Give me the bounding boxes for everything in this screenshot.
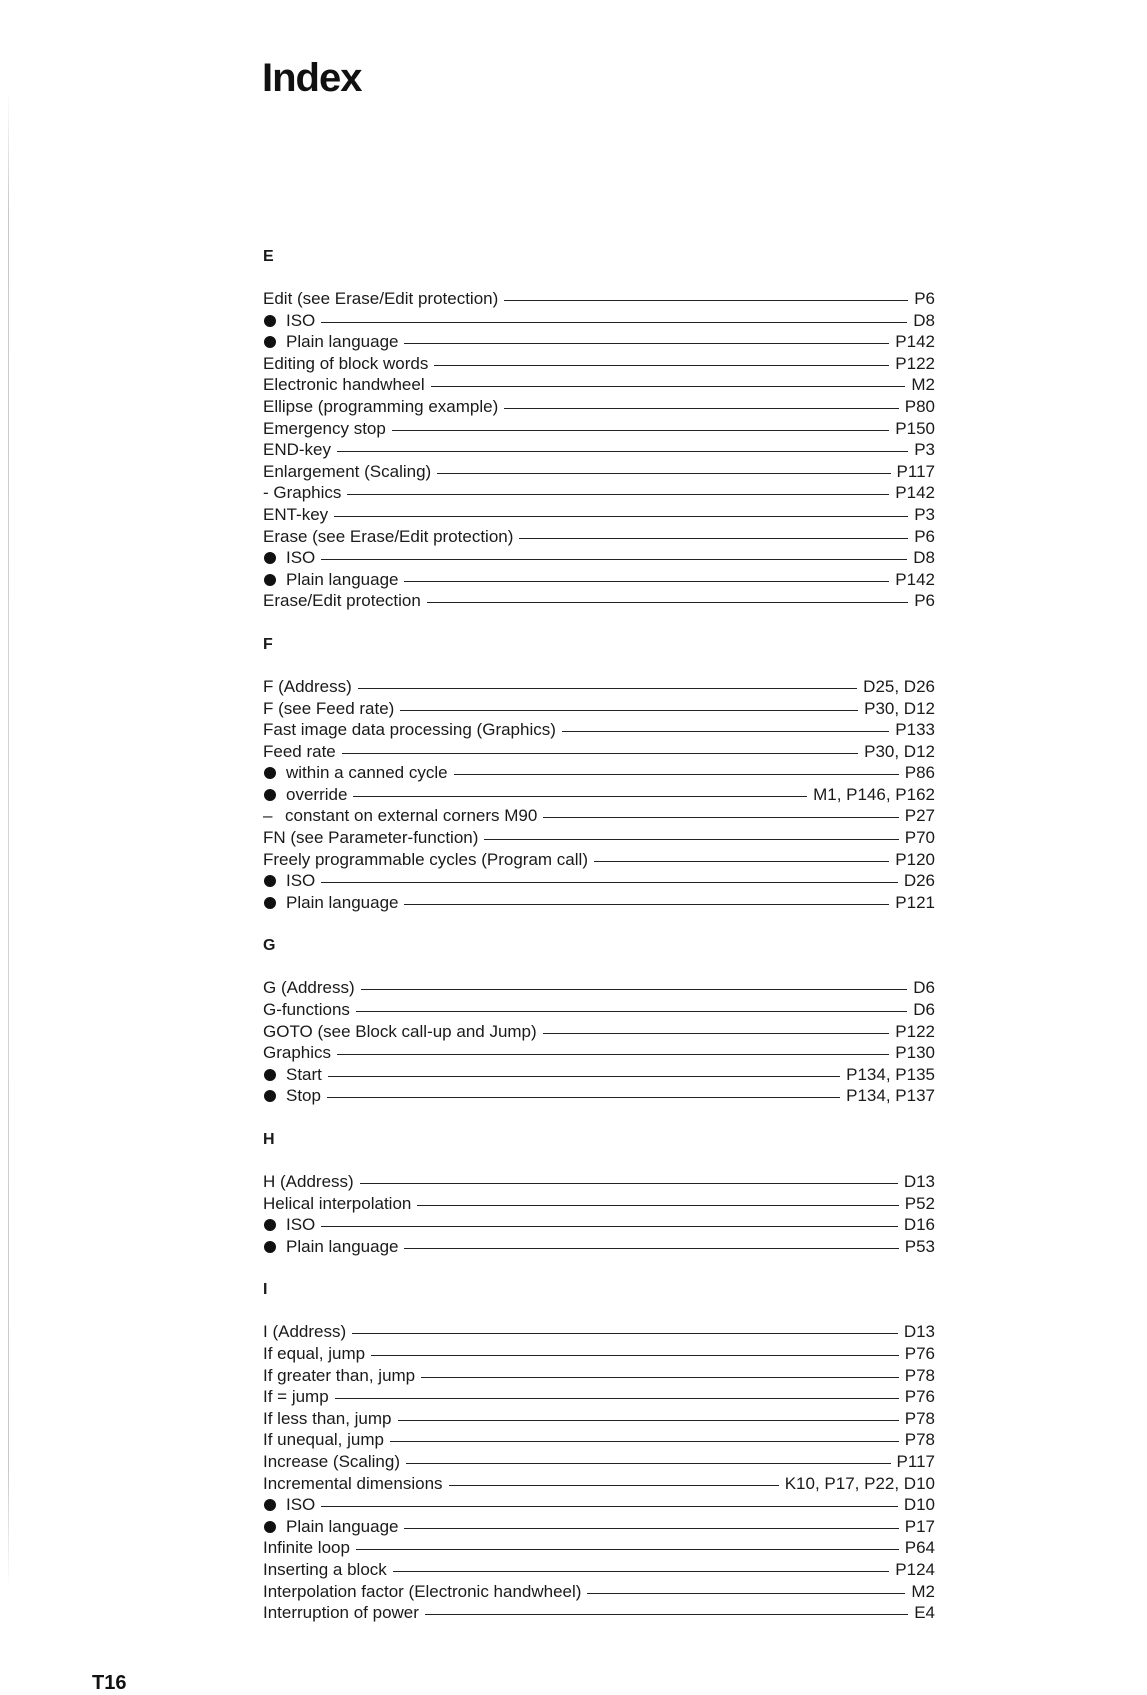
entry-label: [263, 1408, 392, 1430]
entry-text: Infinite loop: [263, 1538, 350, 1558]
leader-line: [392, 430, 889, 431]
page-reference: P117: [896, 461, 935, 481]
entry-text: If = jump: [263, 1387, 329, 1407]
index-entry: [263, 396, 935, 418]
index-entry: [263, 569, 935, 591]
leader-line: [484, 839, 898, 840]
page-reference: E4: [914, 1603, 935, 1623]
bullet-icon: [264, 1069, 276, 1081]
leader-line: [519, 538, 908, 539]
bullet-icon: [264, 1521, 276, 1533]
page-reference: D13: [903, 1322, 935, 1342]
page-reference: K10, P17, P22, D10: [784, 1473, 935, 1493]
entry-text: END-key: [263, 440, 332, 460]
entry-label: [263, 1171, 354, 1193]
bullet-icon: [264, 315, 276, 327]
page-reference: P142: [895, 569, 935, 589]
entry-text: Increase (Scaling): [263, 1451, 401, 1471]
entry-text: Plain language: [286, 1516, 399, 1536]
entry-text: Freely programmable cycles (Program call): [263, 849, 588, 869]
entry-label: [263, 999, 350, 1021]
entry-text: F (see Feed rate): [263, 698, 395, 718]
page-reference: D6: [913, 978, 935, 998]
entry-text: If less than, jump: [263, 1408, 392, 1428]
entry-label: [263, 1429, 384, 1451]
entry-text: Helical interpolation: [263, 1193, 412, 1213]
index-section-g: [263, 935, 935, 1107]
page-reference: P76: [904, 1343, 935, 1363]
entry-label: [263, 1021, 537, 1043]
index-section-h: [263, 1129, 935, 1257]
index-entry: [263, 1365, 935, 1387]
leader-line: [321, 1506, 898, 1507]
leader-line: [406, 1463, 891, 1464]
leader-line: [327, 1097, 840, 1098]
page-reference: P121: [895, 892, 935, 912]
entry-label: [263, 504, 328, 526]
section-letter: H: [263, 1131, 275, 1148]
leader-line: [504, 408, 898, 409]
entry-text: within a canned cycle: [286, 763, 448, 783]
entry-label: [263, 805, 537, 827]
section-letter: E: [263, 248, 274, 265]
entry-label: [263, 1386, 329, 1408]
page-reference: P78: [904, 1430, 935, 1450]
leader-line: [353, 796, 807, 797]
index-entry: [263, 1516, 935, 1538]
page-reference: P30, D12: [864, 698, 935, 718]
leader-line: [417, 1205, 898, 1206]
index-entry: [263, 1581, 935, 1603]
leader-line: [335, 1398, 899, 1399]
entry-label: [263, 1214, 315, 1236]
entry-label: [263, 676, 352, 698]
leader-line: [543, 817, 898, 818]
index-entry: [263, 741, 935, 763]
page-reference: P122: [895, 353, 935, 373]
page-title: Index: [262, 56, 362, 100]
entry-label: [263, 590, 421, 612]
entry-text: Inserting a block: [263, 1559, 387, 1579]
leader-line: [404, 1248, 898, 1249]
entry-label: [263, 892, 398, 914]
entry-label: [263, 1365, 415, 1387]
entry-text: Erase (see Erase/Edit protection): [263, 526, 514, 546]
entry-label: [263, 1602, 419, 1624]
page-reference: P142: [895, 332, 935, 352]
entry-text: Plain language: [286, 569, 399, 589]
index-entry: [263, 870, 935, 892]
entry-label: [263, 439, 331, 461]
section-letter: F: [263, 635, 273, 653]
page-reference: D8: [913, 310, 935, 330]
entry-label: [263, 1236, 398, 1258]
leader-line: [321, 322, 907, 323]
entry-text: Plain language: [286, 332, 399, 352]
leader-line: [334, 516, 908, 517]
page-reference: P122: [895, 1021, 935, 1041]
index-entry: [263, 1236, 935, 1258]
entry-text: Graphics: [263, 1043, 332, 1063]
index-entry: [263, 1559, 935, 1581]
entry-text: ISO: [286, 1215, 316, 1235]
leader-line: [427, 602, 908, 603]
leader-line: [587, 1593, 905, 1594]
leader-line: [398, 1420, 899, 1421]
page-reference: P120: [895, 849, 935, 869]
section-letter: G: [263, 937, 276, 955]
entry-label: [263, 698, 394, 720]
leader-line: [337, 451, 908, 452]
index-entry: [263, 374, 935, 396]
index-entry: [263, 676, 935, 698]
index-entry: [263, 762, 935, 784]
dash-icon: –: [263, 806, 273, 826]
entry-text: constant on external corners M90: [285, 806, 538, 826]
page-reference: P30, D12: [864, 741, 935, 761]
leader-line: [321, 882, 898, 883]
bullet-icon: [264, 1499, 276, 1511]
leader-line: [404, 343, 889, 344]
entry-text: F (Address): [263, 676, 352, 696]
leader-line: [328, 1076, 840, 1077]
leader-line: [342, 753, 858, 754]
entry-text: G-functions: [263, 1000, 350, 1020]
leader-line: [594, 861, 889, 862]
entry-text: Start: [286, 1064, 322, 1084]
entry-text: Enlargement (Scaling): [263, 461, 432, 481]
index-entry: [263, 482, 935, 504]
page-number: T16: [92, 1672, 127, 1694]
entry-text: FN (see Parameter-function): [263, 828, 479, 848]
entry-text: override: [286, 784, 348, 804]
index-entry: [263, 1451, 935, 1473]
page-reference: M1, P146, P162: [813, 784, 935, 804]
page-reference: D26: [903, 871, 935, 891]
leader-line: [543, 1033, 890, 1034]
leader-line: [361, 989, 908, 990]
index-entry: [263, 353, 935, 375]
page-reference: P27: [904, 806, 935, 826]
entry-text: Editing of block words: [263, 353, 429, 373]
page-reference: D8: [913, 548, 935, 568]
entry-label: [263, 1473, 443, 1495]
index-entry: [263, 1171, 935, 1193]
entry-text: - Graphics: [263, 483, 342, 503]
leader-line: [393, 1571, 890, 1572]
section-letter: I: [263, 1281, 268, 1299]
entry-label: [263, 374, 425, 396]
index-entry: [263, 1343, 935, 1365]
entry-label: [263, 719, 556, 741]
entry-label: [263, 353, 428, 375]
bullet-icon: [264, 767, 276, 779]
bullet-icon: [264, 875, 276, 887]
entry-label: [263, 741, 336, 763]
entry-text: Ellipse (programming example): [263, 396, 499, 416]
entry-text: Incremental dimensions: [263, 1473, 443, 1493]
entry-label: [263, 310, 315, 332]
entry-label: [263, 288, 498, 310]
entry-text: If equal, jump: [263, 1343, 366, 1363]
entry-label: [263, 1321, 346, 1343]
leader-line: [400, 710, 858, 711]
page-reference: P3: [914, 504, 935, 524]
entry-label: [263, 1581, 581, 1603]
page-reference: P124: [895, 1559, 935, 1579]
index-entry: [263, 547, 935, 569]
entry-text: ISO: [286, 871, 316, 891]
leader-line: [356, 1011, 907, 1012]
entry-text: Stop: [286, 1086, 321, 1106]
page-reference: P142: [895, 483, 935, 503]
entry-label: [263, 1193, 411, 1215]
entry-label: [263, 526, 513, 548]
index-entry: [263, 1085, 935, 1107]
page-reference: P6: [914, 591, 935, 611]
entry-label: [263, 1537, 350, 1559]
entry-label: [263, 396, 498, 418]
page-reference: P64: [904, 1538, 935, 1558]
entry-label: [263, 1559, 387, 1581]
entry-text: Plain language: [286, 892, 399, 912]
leader-line: [347, 494, 889, 495]
leader-line: [358, 688, 857, 689]
index-entry: [263, 418, 935, 440]
entry-text: Feed rate: [263, 741, 336, 761]
page-reference: M2: [911, 375, 935, 395]
entry-text: If unequal, jump: [263, 1430, 384, 1450]
entry-text: Erase/Edit protection: [263, 591, 421, 611]
index-entry: [263, 1602, 935, 1624]
page-reference: P53: [904, 1236, 935, 1256]
entry-label: [263, 482, 341, 504]
index-entry: [263, 977, 935, 999]
index-entry: [263, 1386, 935, 1408]
index-entry: [263, 331, 935, 353]
index-entry: [263, 719, 935, 741]
index-section-i: [263, 1279, 935, 1623]
leader-line: [337, 1054, 889, 1055]
index-entry: [263, 310, 935, 332]
index-section-e: [263, 246, 935, 612]
leader-line: [404, 1528, 898, 1529]
page-reference: P134, P137: [846, 1086, 935, 1106]
entry-label: [263, 418, 386, 440]
leader-line: [404, 581, 889, 582]
page-reference: P130: [895, 1043, 935, 1063]
entry-label: [263, 762, 448, 784]
index-entry: [263, 1429, 935, 1451]
page-reference: M2: [911, 1581, 935, 1601]
page-reference: D10: [903, 1495, 935, 1515]
index-entry: [263, 1494, 935, 1516]
entry-text: Emergency stop: [263, 418, 386, 438]
index-entry: [263, 504, 935, 526]
entry-text: Edit (see Erase/Edit protection): [263, 289, 499, 308]
index-entry: [263, 1408, 935, 1430]
leader-line: [434, 365, 889, 366]
page-reference: P6: [914, 289, 935, 308]
leader-line: [421, 1377, 899, 1378]
page-reference: D16: [903, 1215, 935, 1235]
entry-text: ISO: [286, 548, 316, 568]
bullet-icon: [264, 336, 276, 348]
index-section-f: [263, 634, 935, 914]
bullet-icon: [264, 552, 276, 564]
index-entry: [263, 1042, 935, 1064]
page-reference: D6: [913, 1000, 935, 1020]
index-entry: [263, 439, 935, 461]
leader-line: [454, 774, 899, 775]
leader-line: [390, 1441, 899, 1442]
page-reference: P52: [904, 1193, 935, 1213]
page-reference: P17: [904, 1516, 935, 1536]
leader-line: [404, 904, 889, 905]
entry-text: If greater than, jump: [263, 1365, 416, 1385]
entry-label: [263, 569, 398, 591]
bullet-icon: [264, 1090, 276, 1102]
entry-label: [263, 849, 588, 871]
page-reference: P6: [914, 526, 935, 546]
leader-line: [371, 1355, 899, 1356]
leader-line: [356, 1549, 899, 1550]
index-entry: [263, 784, 935, 806]
page-reference: P3: [914, 440, 935, 460]
entry-label: [263, 1085, 321, 1107]
entry-label: [263, 784, 347, 806]
index-entry: [263, 1214, 935, 1236]
page-reference: P86: [904, 763, 935, 783]
index-entry: [263, 1193, 935, 1215]
bullet-icon: [264, 1241, 276, 1253]
entry-label: [263, 461, 431, 483]
page-reference: D25, D26: [863, 676, 935, 696]
leader-line: [504, 300, 908, 301]
leader-line: [449, 1485, 779, 1486]
entry-text: GOTO (see Block call-up and Jump): [263, 1021, 537, 1041]
entry-label: [263, 547, 315, 569]
entry-label: [263, 331, 398, 353]
entry-text: H (Address): [263, 1172, 354, 1191]
leader-line: [352, 1333, 898, 1334]
bullet-icon: [264, 789, 276, 801]
entry-label: [263, 977, 355, 999]
entry-text: ISO: [286, 310, 316, 330]
index-entry: [263, 1473, 935, 1495]
page-reference: P80: [904, 396, 935, 416]
entry-text: Electronic handwheel: [263, 375, 425, 395]
page-reference: P134, P135: [846, 1064, 935, 1084]
entry-label: [263, 827, 478, 849]
entry-label: [263, 1451, 400, 1473]
entry-text: Interruption of power: [263, 1603, 419, 1623]
page-reference: P76: [904, 1387, 935, 1407]
leader-line: [360, 1183, 898, 1184]
index-entry: [263, 849, 935, 871]
bullet-icon: [264, 574, 276, 586]
entry-label: [263, 870, 315, 892]
index-list: [263, 246, 935, 1646]
page-reference: P133: [895, 720, 935, 740]
page-reference: P117: [896, 1451, 935, 1471]
index-entry: [263, 1064, 935, 1086]
entry-text: ENT-key: [263, 504, 329, 524]
entry-text: Fast image data processing (Graphics): [263, 720, 556, 740]
bullet-icon: [264, 897, 276, 909]
entry-text: I (Address): [263, 1322, 347, 1342]
entry-text: Interpolation factor (Electronic handwheel): [263, 1581, 582, 1601]
page-reference: P78: [904, 1365, 935, 1385]
entry-label: [263, 1064, 322, 1086]
entry-text: Plain language: [286, 1236, 399, 1256]
index-entry: [263, 805, 935, 827]
page-reference: D13: [903, 1172, 935, 1191]
bullet-icon: [264, 1219, 276, 1231]
index-entry: [263, 1021, 935, 1043]
index-entry: [263, 461, 935, 483]
index-entry: [263, 1537, 935, 1559]
index-entry: [263, 892, 935, 914]
leader-line: [321, 1226, 898, 1227]
index-entry: [263, 999, 935, 1021]
index-entry: [263, 526, 935, 548]
entry-label: [263, 1516, 398, 1538]
entry-label: [263, 1494, 315, 1516]
leader-line: [431, 386, 906, 387]
leader-line: [425, 1614, 908, 1615]
index-entry: [263, 827, 935, 849]
entry-label: [263, 1042, 331, 1064]
index-entry: [263, 1321, 935, 1343]
leader-line: [437, 473, 890, 474]
page-reference: P70: [904, 828, 935, 848]
entry-text: G (Address): [263, 978, 355, 998]
binding-edge: [8, 90, 9, 1590]
page-reference: P78: [904, 1408, 935, 1428]
leader-line: [562, 731, 889, 732]
entry-label: [263, 1343, 365, 1365]
leader-line: [321, 559, 907, 560]
entry-text: ISO: [286, 1495, 316, 1515]
index-entry: [263, 288, 935, 310]
index-entry: [263, 590, 935, 612]
page-reference: P150: [895, 418, 935, 438]
index-entry: [263, 698, 935, 720]
